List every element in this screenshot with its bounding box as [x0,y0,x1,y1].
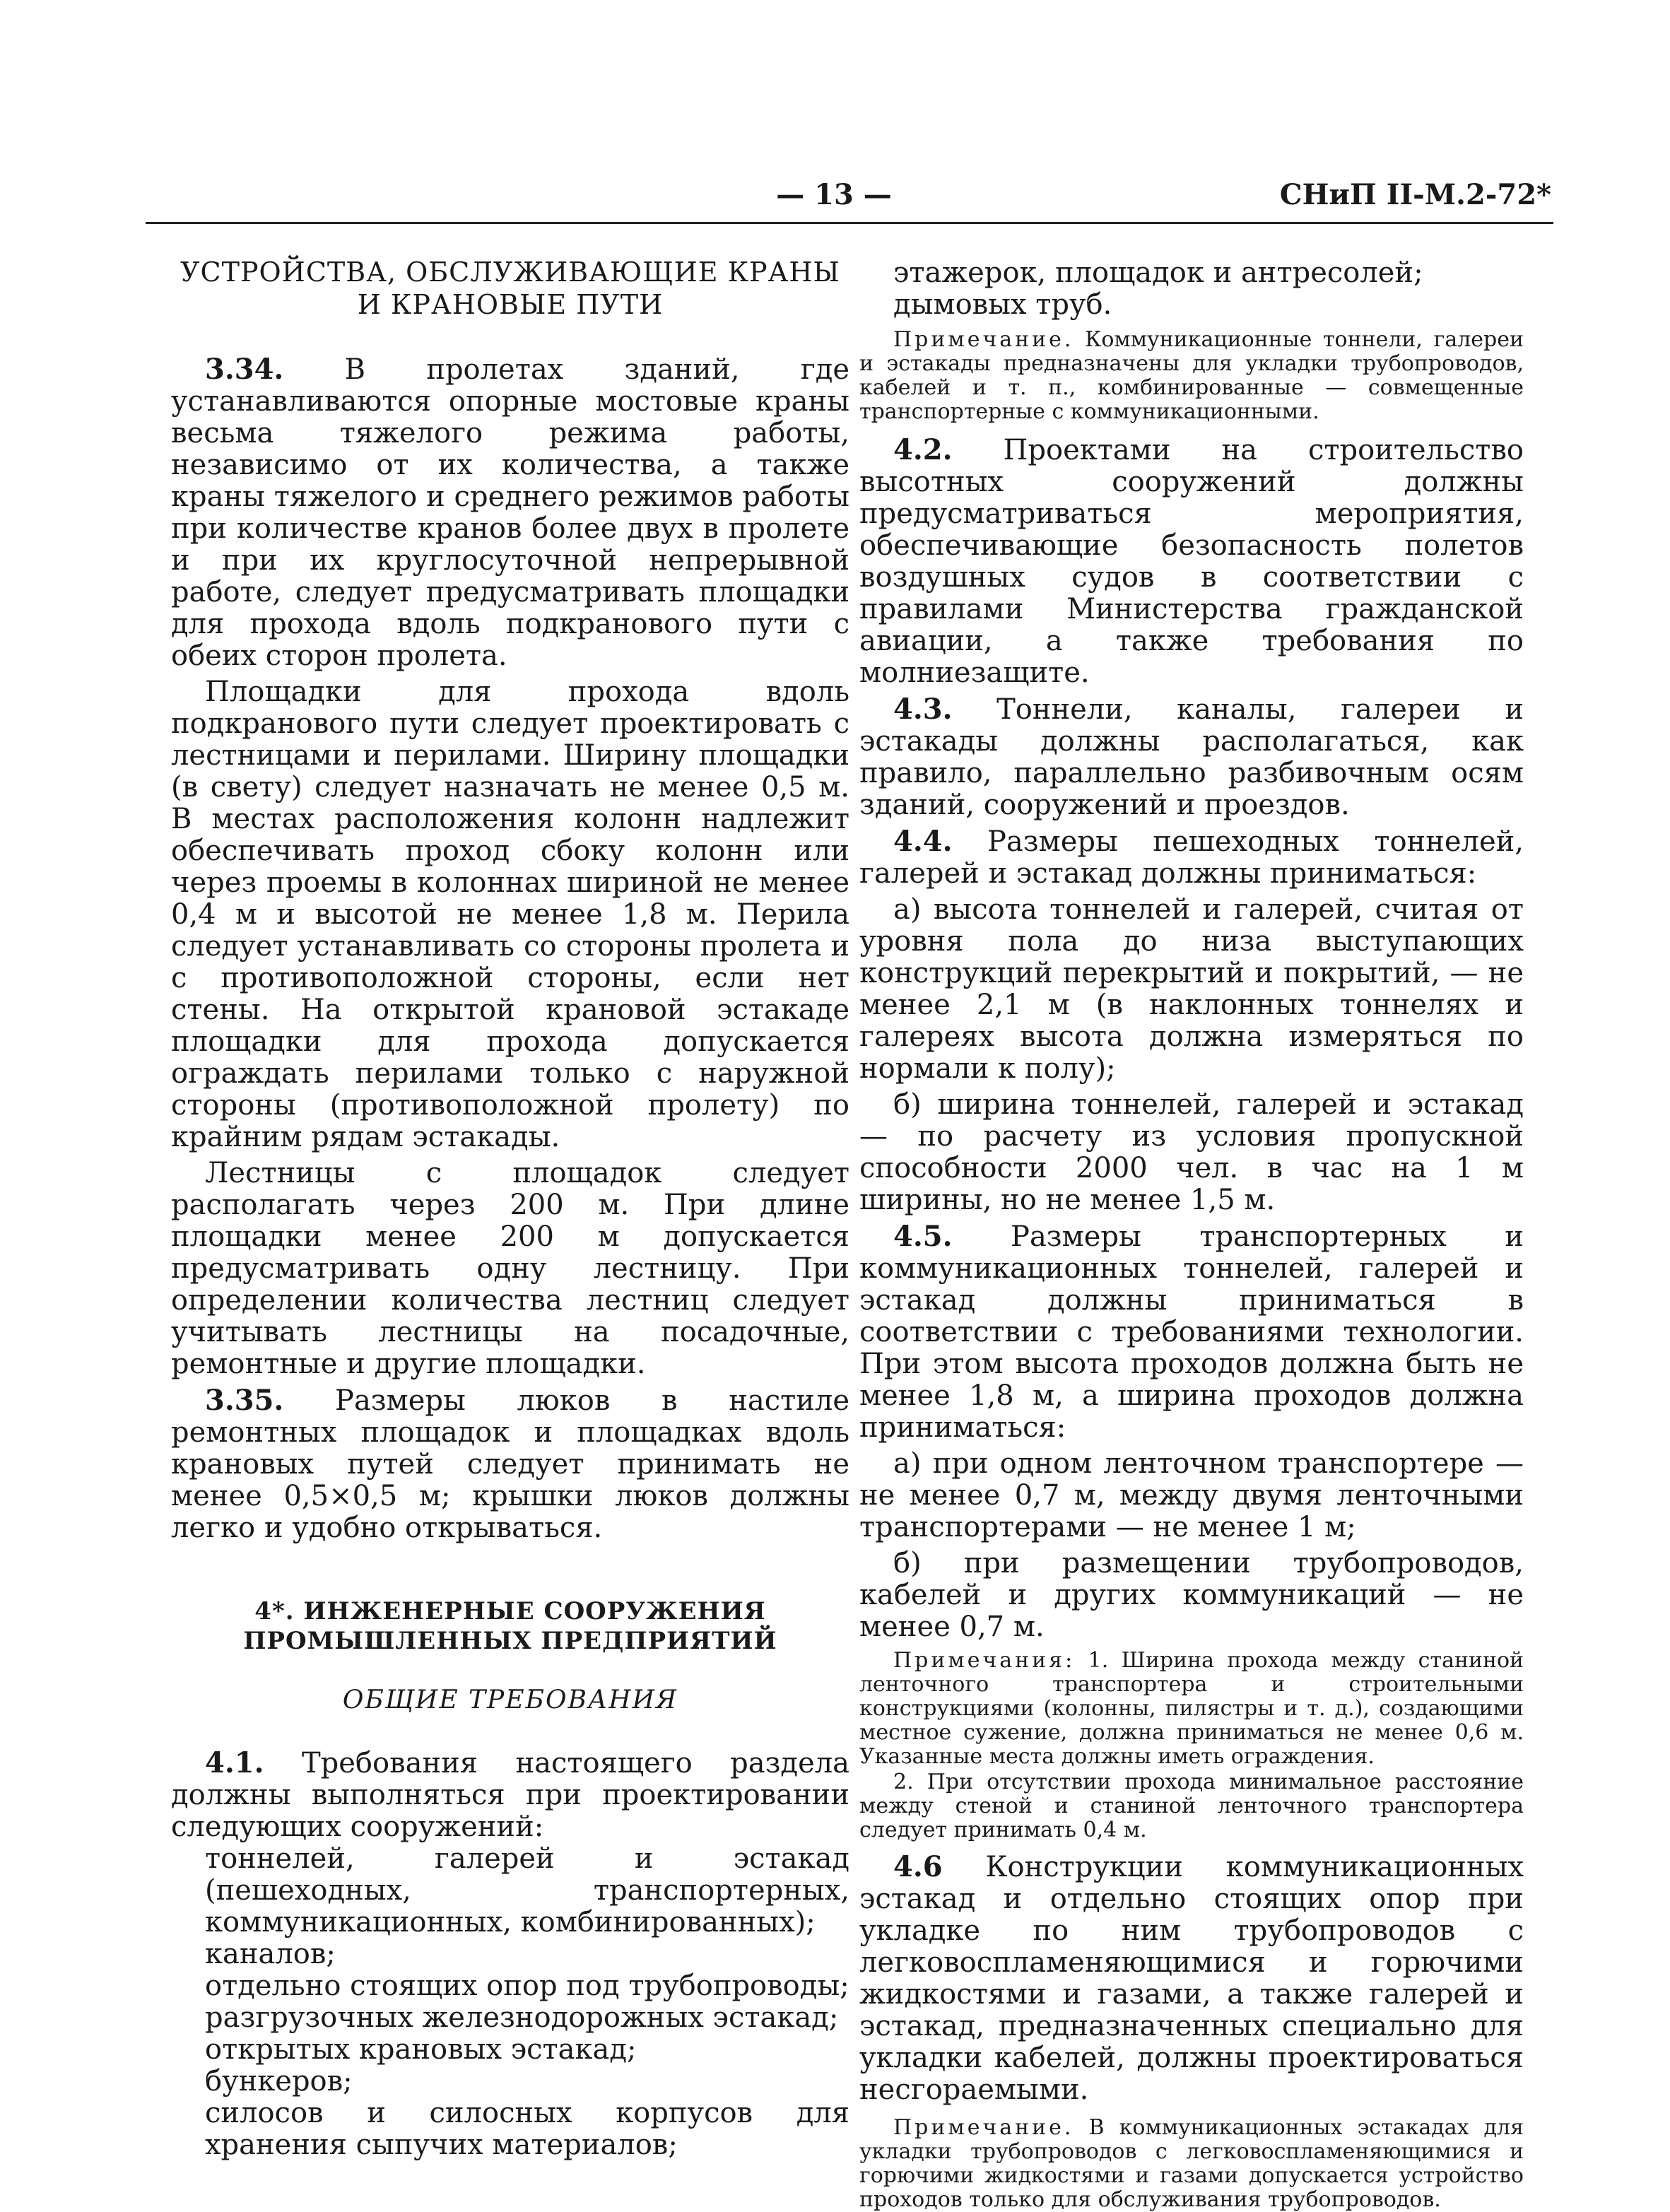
list-item: бункеров; [205,2065,353,2098]
list-item: открытых крановых эстакад; [205,2033,637,2066]
heading-line-2: И КРАНОВЫЕ ПУТИ [357,289,664,320]
list-item: дымовых труб. [893,288,1112,321]
notes-conveyor [859,1649,1524,1769]
clause-text: Проектами на строительство высотных сооружений должны предусматриваться мероприятия, обеспечивающие безопасность полетов воздушных судов в соответствии с правилами Министерства гражданской авиации, а также требования по молниезащите. [859,434,1524,689]
clause-text: Размеры пешеходных тоннелей, галерей и эстакад должны приниматься: [859,825,1524,890]
structures-list [171,1843,849,2161]
clause-text: Размеры люков в настиле ремонтных площадок и площадках вдоль крановых путей следует принимать не менее 0,5×0,5 м; крышки люков должны легко и удобно открываться. [171,1384,849,1544]
note-text: В коммуникационных эстакадах для укладки трубопроводов с легковоспламеняющимися и горючими жидкостями и газами допускается устройство проходов только для обслуживания трубопроводов. [859,2115,1524,2212]
clause-number: 4.2. [893,433,953,466]
note-flammable [859,2116,1524,2212]
clause-3-34 [171,353,849,672]
note-label: Примечание. [893,327,1074,352]
subheading-general: ОБЩИЕ ТРЕБОВАНИЯ [342,1686,678,1714]
clause-number: 4.6 [893,1850,943,1883]
clause-4-4-b: б) ширина тоннелей, галерей и эстакад — по расчету из условия пропускной способности 2000 чел. в час на 1 м ширины, но не менее 1,5 м. [859,1088,1524,1216]
note-label: Примечания: [893,1648,1076,1673]
clause-number: 4.5. [893,1220,953,1253]
clause-4-5-a: а) при одном ленточном транспортере — не менее 0,7 м, между двумя ленточными транспортерами — не менее 1 м; [859,1447,1524,1543]
list-item: силосов и силосных корпусов для хранения сыпучих материалов; [205,2097,849,2161]
paragraph-platforms: Площадки для прохода вдоль подкранового пути следует проектировать с лестницами и перилами. Ширину площадки (в свету) следует назначать не менее 0,5 м. В местах расположения колонн надлежит обеспечивать проход сбоку колонн или через проемы в колоннах шириной не менее 0,4 м и высотой не менее 1,8 м. Перила следует устанавливать со стороны пролета и с противоположной стороны, если нет стены. На открытой крановой эстакаде площадки для прохода допускается ограждать перилами только с наружной стороны (противоположной пролету) по крайним рядам эстакады. [171,676,849,1153]
list-item: отдельно стоящих опор под трубопроводы; [205,1970,849,2002]
left-column [171,256,849,2161]
clause-4-3 [859,693,1524,821]
clause-text: В пролетах зданий, где устанавливаются опорные мостовые краны весьма тяжелого режима работы, независимо от их количества, а также краны тяжелого и среднего режимов работы при количестве кранов более двух в пролете и при их круглосуточной непрерывной работе, следует предусматривать площадки для прохода вдоль подкранового пути с обеих сторон пролета. [171,353,850,672]
clause-number: 3.35. [205,1384,284,1417]
clause-text: Тоннели, каналы, галереи и эстакады должны располагаться, как правило, параллельно разбивочным осям зданий, сооружений и проездов. [859,693,1524,821]
section-title-line-2: ПРОМЫШЛЕННЫХ ПРЕДПРИЯТИЙ [243,1627,777,1655]
note-communication [859,328,1524,424]
clause-4-4 [859,825,1524,890]
note-label: Примечание. [893,2115,1074,2140]
note-text: Коммуникационные тоннели, галереи и эстакады предназначены для укладки трубопроводов, кабелей и т. п., комбинированные — совмещенные транспортерные с коммуникационными. [859,327,1524,424]
list-item: каналов; [205,1938,336,1970]
heading-line-1: УСТРОЙСТВА, ОБСЛУЖИВАЮЩИЕ КРАНЫ [180,257,840,288]
clause-3-35 [171,1384,849,1544]
clause-text: Требования настоящего раздела должны выполняться при проектировании следующих сооружений: [171,1747,849,1843]
clause-4-5 [859,1220,1524,1444]
clause-number: 4.4. [893,825,953,858]
clause-number: 3.34. [205,353,284,386]
clause-4-6 [859,1851,1524,2106]
paragraph-ladders: Лестницы с площадок следует располагать через 200 м. При длине площадки менее 200 м допускается предусматривать одну лестницу. При определении количества лестниц следует учитывать лестницы на посадочные, ремонтные и другие площадки. [171,1157,849,1380]
clause-number: 4.1. [205,1746,264,1779]
list-item: этажерок, площадок и антресолей; [893,257,1423,289]
clause-4-2 [859,434,1524,689]
clause-4-4-a: а) высота тоннелей и галерей, считая от уровня пола до низа выступающих конструкций перекрытий и покрытий, — не менее 2,1 м (в наклонных тоннелях и галереях высота должна измеряться по нормали к полу); [859,893,1524,1085]
section-heading-cranes [171,256,849,321]
clause-text: Размеры транспортерных и коммуникационных тоннелей, галерей и эстакад должны приниматься в соответствии с требованиями технологии. При этом высота проходов должна быть не менее 1,8 м, а ширина проходов должна приниматься: [859,1220,1524,1444]
section-title-line-1: 4*. ИНЖЕНЕРНЫЕ СООРУЖЕНИЯ [254,1597,766,1625]
section-4-title [171,1596,849,1656]
note-item-2: 2. При отсутствии прохода минимальное расстояние между стеной и станиной ленточного транспортера следует принимать 0,4 м. [859,1770,1524,1842]
document-code: СНиП II-М.2-72* [1279,178,1551,211]
clause-4-1 [171,1747,849,1843]
header-rule [146,222,1553,224]
note-text: 1. Ширина прохода между станиной ленточного транспортера и строительными конструкциями (колонны, пилястры и т. д.), создающими местное сужение, должна приниматься не менее 0,6 м. Указанные места должны иметь ограждения. [859,1648,1524,1769]
page-number: — 13 — [776,178,892,211]
list-item: тоннелей, галерей и эстакад (пешеходных, транспортерных, коммуникационных, комбинированных); [205,1842,849,1939]
clause-4-5-b: б) при размещении трубопроводов, кабелей и других коммуникаций — не менее 0,7 м. [859,1547,1524,1643]
clause-text: Конструкции коммуникационных эстакад и отдельно стоящих опор при укладке по ним трубопроводов с легковоспламеняющимися и горючими жидкостями и газами, а также галерей и эстакад, предназначенных специально для укладки кабелей, должны проектироваться несгораемыми. [859,1851,1524,2106]
list-item: разгрузочных железнодорожных эстакад; [205,2001,839,2034]
right-column [859,257,1524,2212]
clause-number: 4.3. [893,693,953,726]
